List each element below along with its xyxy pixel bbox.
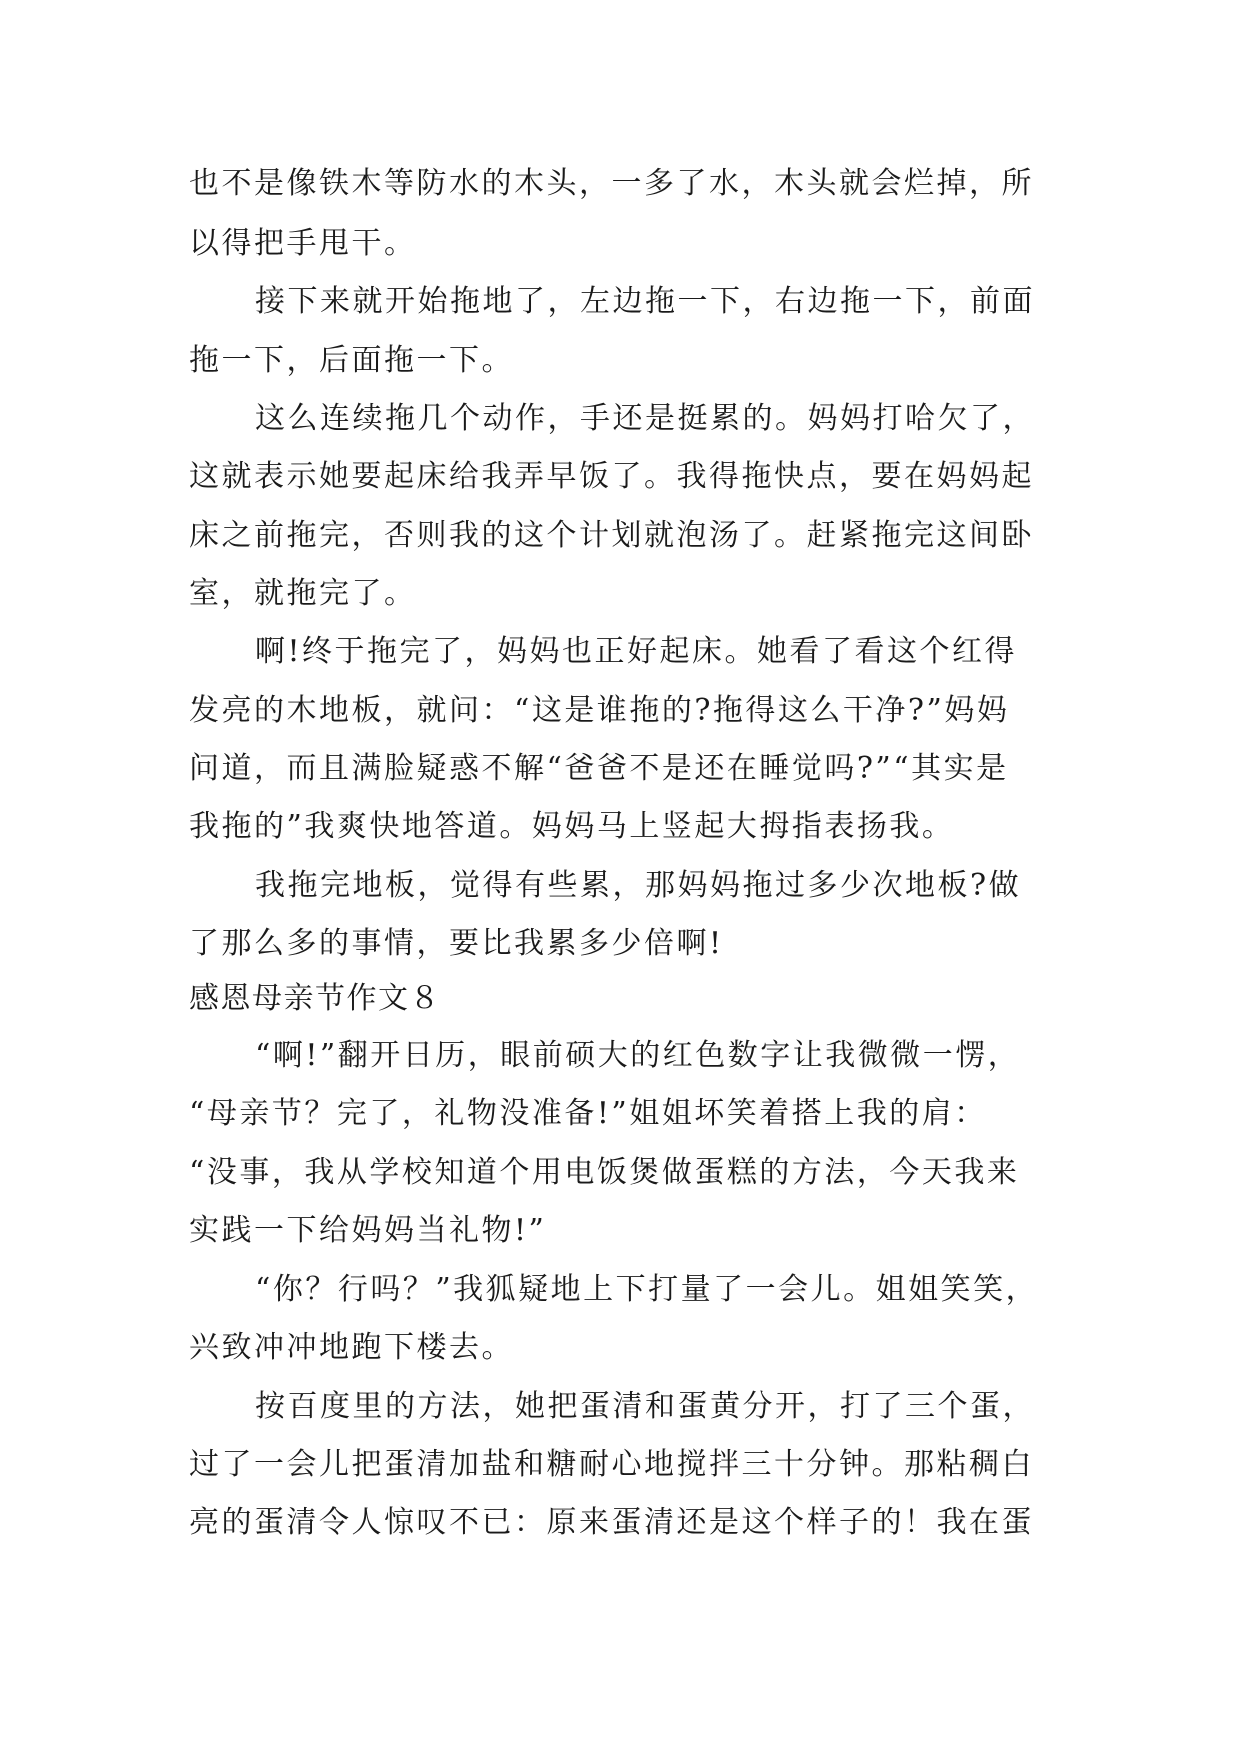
body-text-line: 我拖的”我爽快地答道。妈妈马上竖起大拇指表扬我。 bbox=[189, 809, 955, 844]
body-text-line: “没事，我从学校知道个用电饭煲做蛋糕的方法，今天我来 bbox=[189, 1155, 1020, 1190]
body-text-line: 室，就拖完了。 bbox=[189, 576, 417, 611]
body-text-line: 过了一会儿把蛋清加盐和糖耐心地搅拌三十分钟。那粘稠白 bbox=[189, 1447, 1034, 1482]
body-text-line: 这就表示她要起床给我弄早饭了。我得拖快点，要在妈妈起 bbox=[189, 459, 1034, 494]
body-text-line: 拖一下，后面拖一下。 bbox=[189, 343, 514, 378]
body-text-line: 发亮的木地板，就问：“这是谁拖的?拖得这么干净?”妈妈 bbox=[189, 693, 1010, 728]
body-text-line: “母亲节？完了，礼物没准备!”姐姐坏笑着搭上我的肩： bbox=[189, 1096, 987, 1131]
body-text-line: 了那么多的事情，要比我累多少倍啊! bbox=[189, 926, 724, 961]
body-text-line: 我拖完地板，觉得有些累，那妈妈拖过多少次地板?做 bbox=[255, 868, 1022, 903]
body-text-line: 兴致冲冲地跑下楼去。 bbox=[189, 1330, 514, 1365]
body-text-line: 床之前拖完，否则我的这个计划就泡汤了。赶紧拖完这间卧 bbox=[189, 518, 1034, 553]
body-text-line: 问道，而且满脸疑惑不解“爸爸不是还在睡觉吗?”“其实是 bbox=[189, 751, 1009, 786]
section-heading: 感恩母亲节作文８ bbox=[189, 981, 441, 1016]
body-text-line: 亮的蛋清令人惊叹不已：原来蛋清还是这个样子的！我在蛋 bbox=[189, 1505, 1034, 1540]
body-text-line: 以得把手甩干。 bbox=[189, 226, 417, 261]
body-text-line: 接下来就开始拖地了，左边拖一下，右边拖一下，前面 bbox=[255, 284, 1035, 319]
body-text-line: 实践一下给妈妈当礼物!” bbox=[189, 1213, 547, 1248]
body-text-line: “啊!”翻开日历，眼前硕大的红色数字让我微微一愣， bbox=[255, 1038, 1021, 1073]
body-text-line: “你？行吗？”我狐疑地上下打量了一会儿。姐姐笑笑， bbox=[255, 1272, 1039, 1307]
body-text-line: 按百度里的方法，她把蛋清和蛋黄分开，打了三个蛋， bbox=[255, 1389, 1035, 1424]
body-text-line: 这么连续拖几个动作，手还是挺累的。妈妈打哈欠了， bbox=[255, 401, 1035, 436]
body-text-line: 啊!终于拖完了，妈妈也正好起床。她看了看这个红得 bbox=[255, 634, 1018, 669]
body-text-line: 也不是像铁木等防水的木头，一多了水，木头就会烂掉，所 bbox=[189, 166, 1034, 201]
